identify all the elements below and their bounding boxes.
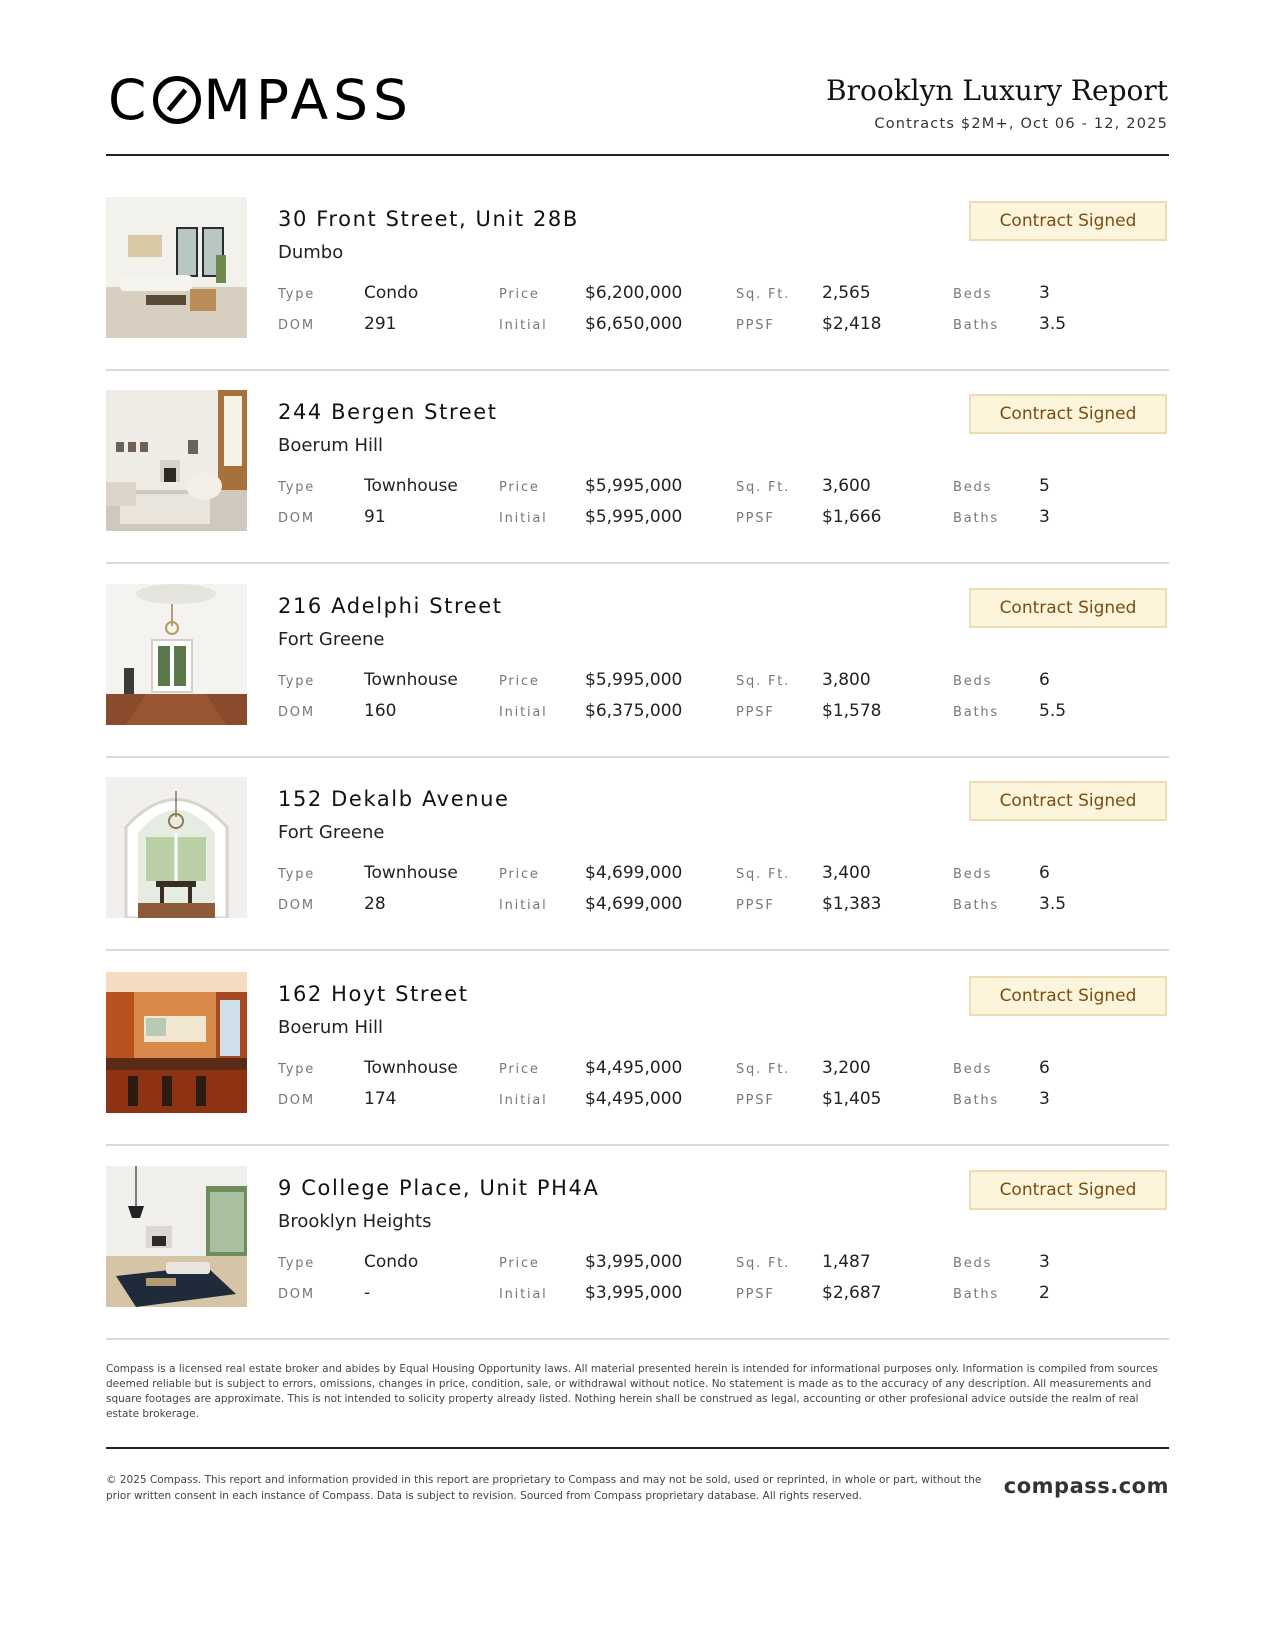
listing-neighborhood: Brooklyn Heights [278, 1211, 432, 1232]
dom-value: 174 [364, 1089, 397, 1109]
listing-divider [106, 562, 1169, 564]
baths-label: Baths [953, 1287, 999, 1302]
listing-neighborhood: Boerum Hill [278, 1017, 384, 1038]
beds-value: 6 [1039, 670, 1050, 690]
baths-label: Baths [953, 705, 999, 720]
compass-logo: C MPASS [108, 67, 413, 132]
initial-label: Initial [499, 898, 548, 913]
dom-value: 28 [364, 894, 386, 914]
sqft-label: Sq. Ft. [736, 867, 791, 882]
initial-label: Initial [499, 705, 548, 720]
type-label: Type [278, 287, 316, 302]
type-value: Condo [364, 1252, 419, 1272]
dom-label: DOM [278, 898, 315, 913]
dom-label: DOM [278, 318, 315, 333]
baths-label: Baths [953, 1093, 999, 1108]
baths-value: 3.5 [1039, 314, 1067, 334]
listing-card [106, 972, 1169, 1166]
initial-value: $6,650,000 [585, 314, 683, 334]
listing-photo [106, 390, 247, 531]
price-value: $3,995,000 [585, 1252, 683, 1272]
dom-label: DOM [278, 1287, 315, 1302]
sqft-value: 2,565 [822, 283, 871, 303]
listing-neighborhood: Fort Greene [278, 822, 385, 843]
listing-divider [106, 1144, 1169, 1146]
sqft-value: 3,600 [822, 476, 871, 496]
price-label: Price [499, 1256, 540, 1271]
listing-address: 216 Adelphi Street [278, 594, 503, 618]
ppsf-label: PPSF [736, 705, 775, 720]
initial-label: Initial [499, 318, 548, 333]
beds-value: 5 [1039, 476, 1050, 496]
ppsf-value: $1,666 [822, 507, 882, 527]
price-value: $5,995,000 [585, 476, 683, 496]
listing-address: 162 Hoyt Street [278, 982, 469, 1006]
type-value: Townhouse [364, 1058, 458, 1078]
type-label: Type [278, 1062, 316, 1077]
dom-value: 91 [364, 507, 386, 527]
ppsf-value: $1,405 [822, 1089, 882, 1109]
listing-divider [106, 949, 1169, 951]
baths-label: Baths [953, 318, 999, 333]
price-value: $4,699,000 [585, 863, 683, 883]
sqft-label: Sq. Ft. [736, 1256, 791, 1271]
listing-photo [106, 972, 247, 1113]
listing-divider [106, 369, 1169, 371]
initial-value: $3,995,000 [585, 1283, 683, 1303]
beds-value: 3 [1039, 1252, 1050, 1272]
listing-card [106, 584, 1169, 778]
dom-label: DOM [278, 705, 315, 720]
price-label: Price [499, 674, 540, 689]
baths-label: Baths [953, 898, 999, 913]
type-value: Townhouse [364, 863, 458, 883]
header-divider [106, 154, 1169, 156]
type-value: Condo [364, 283, 419, 303]
initial-label: Initial [499, 511, 548, 526]
price-value: $5,995,000 [585, 670, 683, 690]
ppsf-label: PPSF [736, 511, 775, 526]
ppsf-label: PPSF [736, 1287, 775, 1302]
type-label: Type [278, 674, 316, 689]
beds-label: Beds [953, 867, 993, 882]
beds-label: Beds [953, 287, 993, 302]
dom-label: DOM [278, 1093, 315, 1108]
ppsf-value: $2,687 [822, 1283, 882, 1303]
initial-label: Initial [499, 1093, 548, 1108]
initial-value: $5,995,000 [585, 507, 683, 527]
status-badge: Contract Signed [969, 976, 1167, 1016]
listing-card [106, 1166, 1169, 1360]
sqft-value: 1,487 [822, 1252, 871, 1272]
type-label: Type [278, 1256, 316, 1271]
initial-value: $4,699,000 [585, 894, 683, 914]
ppsf-label: PPSF [736, 1093, 775, 1108]
dom-label: DOM [278, 511, 315, 526]
compass-o-icon [153, 76, 201, 124]
sqft-value: 3,200 [822, 1058, 871, 1078]
report-subtitle: Contracts $2M+, Oct 06 - 12, 2025 [874, 116, 1168, 132]
ppsf-label: PPSF [736, 898, 775, 913]
listing-photo [106, 584, 247, 725]
status-badge: Contract Signed [969, 588, 1167, 628]
listing-neighborhood: Fort Greene [278, 629, 385, 650]
report-title: Brooklyn Luxury Report [826, 74, 1168, 107]
listings-end-divider [106, 1338, 1169, 1340]
beds-value: 6 [1039, 863, 1050, 883]
price-label: Price [499, 287, 540, 302]
listing-neighborhood: Dumbo [278, 242, 344, 263]
ppsf-value: $1,578 [822, 701, 882, 721]
status-badge: Contract Signed [969, 781, 1167, 821]
ppsf-label: PPSF [736, 318, 775, 333]
baths-value: 3 [1039, 1089, 1050, 1109]
listing-divider [106, 756, 1169, 758]
listing-photo [106, 197, 247, 338]
listing-card [106, 197, 1169, 391]
listing-address: 152 Dekalb Avenue [278, 787, 510, 811]
legal-disclaimer: Compass is a licensed real estate broker and abides by Equal Housing Opportunity laws. All material presented herein is intended for informational purposes only. Information is compiled from sources deemed reliable but is subject to errors, omissions, changes in price, condition, sale, or withdrawal without notice. No statement is made as to the accuracy of any description. All measurements and square footages are approximate. This is not intended to solicity property already listed. Nothing herein shall be construed as legal, accounting or other profesional advice outside the realm of real estate brokerage. [106, 1363, 1158, 1420]
price-value: $6,200,000 [585, 283, 683, 303]
dom-value: 160 [364, 701, 397, 721]
sqft-label: Sq. Ft. [736, 287, 791, 302]
sqft-label: Sq. Ft. [736, 674, 791, 689]
type-label: Type [278, 480, 316, 495]
price-value: $4,495,000 [585, 1058, 683, 1078]
beds-label: Beds [953, 1062, 993, 1077]
price-label: Price [499, 1062, 540, 1077]
baths-value: 3 [1039, 507, 1050, 527]
listing-address: 30 Front Street, Unit 28B [278, 207, 579, 231]
initial-label: Initial [499, 1287, 548, 1302]
listing-card [106, 777, 1169, 971]
sqft-value: 3,800 [822, 670, 871, 690]
beds-label: Beds [953, 480, 993, 495]
beds-value: 3 [1039, 283, 1050, 303]
type-value: Townhouse [364, 476, 458, 496]
baths-value: 5.5 [1039, 701, 1067, 721]
listing-address: 244 Bergen Street [278, 400, 498, 424]
status-badge: Contract Signed [969, 1170, 1167, 1210]
type-value: Townhouse [364, 670, 458, 690]
initial-value: $6,375,000 [585, 701, 683, 721]
beds-label: Beds [953, 1256, 993, 1271]
type-label: Type [278, 867, 316, 882]
beds-label: Beds [953, 674, 993, 689]
sqft-label: Sq. Ft. [736, 480, 791, 495]
listing-photo [106, 1166, 247, 1307]
sqft-label: Sq. Ft. [736, 1062, 791, 1077]
copyright-notice: © 2025 Compass. This report and information provided in this report are proprietary to Compass and may not be sold, used or reprinted, in whole or part, without the prior written consent in each instance of Compass. Data is subject to revision. Sourced from Compass proprietary database. All rights reserved. [106, 1474, 982, 1502]
initial-value: $4,495,000 [585, 1089, 683, 1109]
website-link[interactable]: compass.com [1003, 1474, 1169, 1498]
ppsf-value: $1,383 [822, 894, 882, 914]
sqft-value: 3,400 [822, 863, 871, 883]
listing-neighborhood: Boerum Hill [278, 435, 384, 456]
listing-address: 9 College Place, Unit PH4A [278, 1176, 600, 1200]
status-badge: Contract Signed [969, 201, 1167, 241]
listing-card [106, 390, 1169, 584]
baths-value: 3.5 [1039, 894, 1067, 914]
status-badge: Contract Signed [969, 394, 1167, 434]
ppsf-value: $2,418 [822, 314, 882, 334]
listing-photo [106, 777, 247, 918]
baths-value: 2 [1039, 1283, 1050, 1303]
dom-value: - [364, 1283, 371, 1303]
price-label: Price [499, 867, 540, 882]
baths-label: Baths [953, 511, 999, 526]
price-label: Price [499, 480, 540, 495]
dom-value: 291 [364, 314, 397, 334]
footer-divider [106, 1447, 1169, 1449]
beds-value: 6 [1039, 1058, 1050, 1078]
